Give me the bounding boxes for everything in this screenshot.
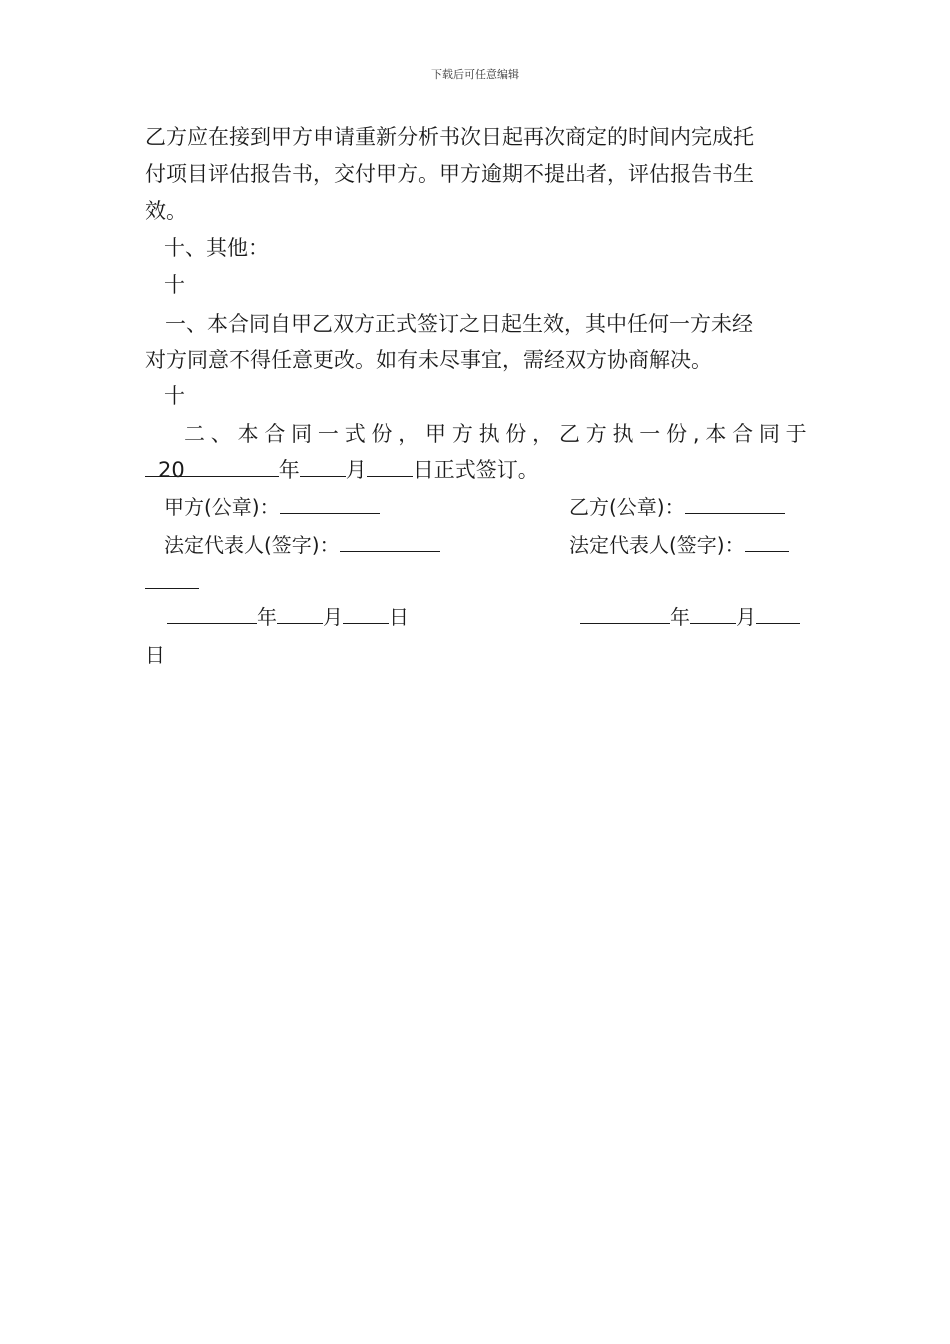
- clause-char: 二: [184, 422, 205, 446]
- paragraph-line: 乙方应在接到甲方申请重新分析书次日起再次商定的时间内完成托: [145, 125, 754, 149]
- page-header: 下载后可任意编辑: [431, 68, 519, 81]
- blank-line: [300, 456, 346, 477]
- party-a-representative: [164, 531, 440, 559]
- blank-line: [280, 493, 380, 514]
- year-label: 年: [670, 605, 690, 629]
- party-b-representative: [569, 531, 789, 559]
- month-label: 月: [323, 605, 343, 629]
- clause-char: 份: [666, 422, 688, 446]
- day-label: 日: [389, 605, 409, 629]
- party-a-seal-label: 甲方(公章)：: [164, 495, 280, 519]
- party-b-seal: [569, 493, 785, 521]
- clause-char: 方: [451, 422, 473, 446]
- day-label: 日: [145, 643, 165, 667]
- clause-char: 甲: [425, 422, 447, 446]
- blank-line: [690, 603, 736, 624]
- blank-line: [580, 603, 670, 624]
- clause-char: 合: [264, 422, 286, 446]
- clause-char: 执: [612, 422, 634, 446]
- clause-char: 份: [505, 422, 527, 446]
- clause-char: 于: [785, 422, 807, 446]
- clause-char: 一: [317, 422, 339, 446]
- year-label: 年: [278, 458, 300, 482]
- clause-char: ,: [692, 422, 700, 446]
- clause-char: ，: [532, 422, 554, 446]
- clause-char: 本: [237, 422, 259, 446]
- blank-line: [756, 603, 800, 624]
- clause-char: 合: [732, 422, 754, 446]
- party-b-seal-label: 乙方(公章)：: [569, 495, 685, 519]
- blank-line: [145, 568, 199, 589]
- clause-number: 十: [164, 384, 185, 408]
- party-b-rep-continuation: [145, 568, 199, 596]
- clause-char: ，: [398, 422, 420, 446]
- clause-char: 执: [478, 422, 500, 446]
- party-a-seal: [164, 493, 380, 521]
- clause-char: 、: [210, 422, 232, 446]
- party-a-rep-label: 法定代表人(签字)：: [164, 533, 340, 557]
- clause-char: 同: [291, 422, 313, 446]
- blank-line: [145, 456, 158, 477]
- blank-line: [277, 603, 323, 624]
- party-a-date: [167, 603, 409, 631]
- clause-12-line-2: [145, 456, 807, 484]
- blank-line: [167, 603, 257, 624]
- party-b-date: [580, 603, 800, 631]
- blank-line: [745, 531, 789, 552]
- month-label: 月: [736, 605, 756, 629]
- clause-number: 十: [164, 273, 185, 297]
- clause-char: 式: [344, 422, 366, 446]
- blank-line: [340, 531, 440, 552]
- clause-char: 乙: [558, 422, 580, 446]
- paragraph-line: 付项目评估报告书，交付甲方。甲方逾期不提出者，评估报告书生: [145, 162, 754, 186]
- clause-char: 同: [758, 422, 780, 446]
- clause-char: 一: [639, 422, 661, 446]
- year-prefix: 20: [158, 458, 185, 482]
- blank-line: [185, 456, 279, 477]
- clause-12-line-1: [184, 420, 807, 448]
- clause-11-line-1: 一、本合同自甲乙双方正式签订之日起生效，其中任何一方未经: [165, 312, 753, 336]
- blank-line: [685, 493, 785, 514]
- month-label: 月: [345, 458, 367, 482]
- year-label: 年: [257, 605, 277, 629]
- clause-char: 方: [585, 422, 607, 446]
- clause-char: 份: [371, 422, 393, 446]
- paragraph-line: 效。: [145, 199, 187, 223]
- clause-char: 本: [705, 422, 727, 446]
- party-b-rep-label: 法定代表人(签字)：: [569, 533, 745, 557]
- signing-text: 日正式签订。: [412, 458, 539, 482]
- blank-line: [367, 456, 413, 477]
- section-heading: 十、其他：: [164, 236, 269, 260]
- blank-line: [343, 603, 389, 624]
- clause-11-line-2: 对方同意不得任意更改。如有未尽事宜，需经双方协商解决。: [145, 348, 712, 372]
- party-b-date-continuation: [145, 641, 165, 669]
